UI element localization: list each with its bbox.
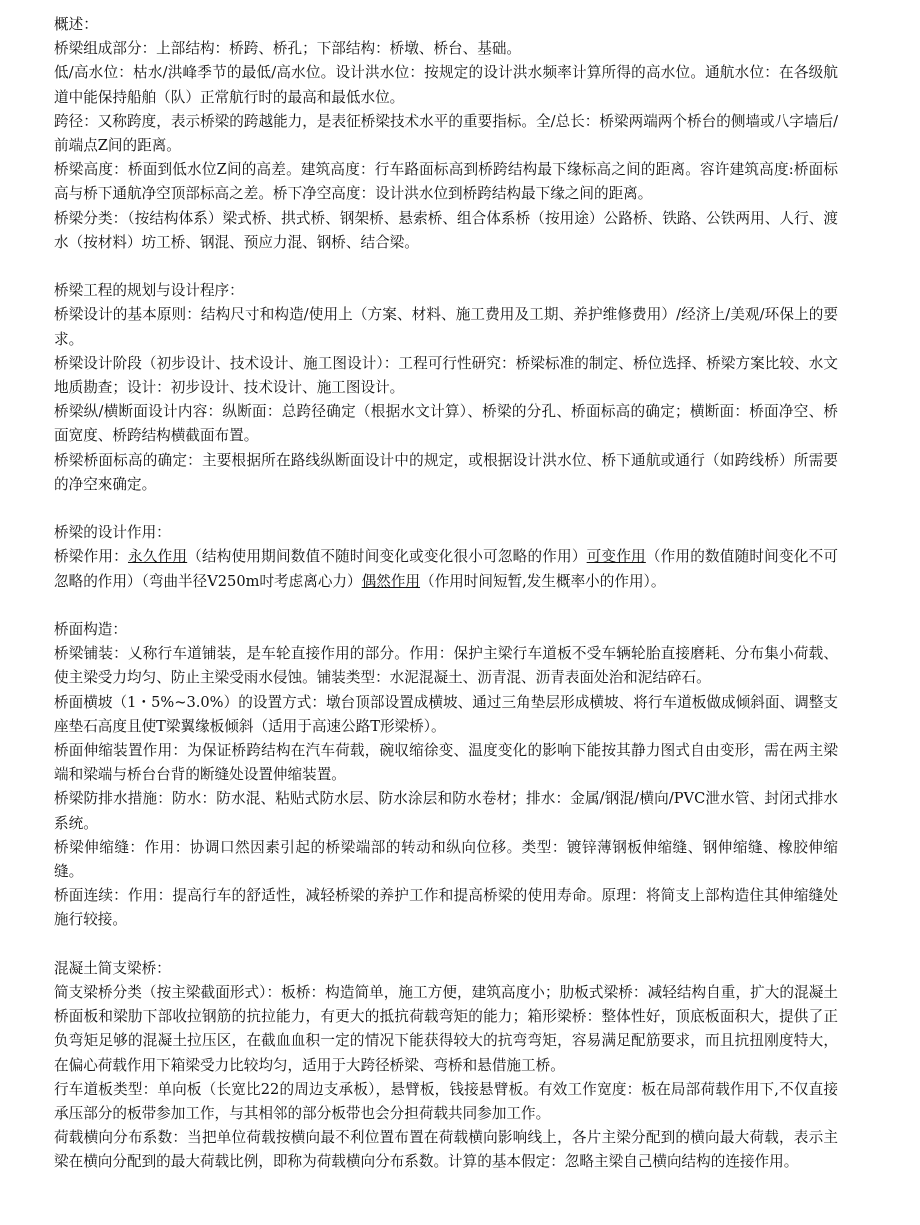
paragraph: 桥面连续：作用：提高行车的舒适性，减轻桥梁的养护工作和提高桥梁的使用寿命。原理：将简支上部构造住其伸缩缝处施行较接。 xyxy=(54,887,838,929)
paragraph: 桥梁设计阶段（初步设计、技术设计、施工图设计）：工程可行性研究：桥梁标准的制定、桥位选择、桥梁方案比较、水文地质勘查；设计：初步设计、技术设计、施工图设计。 xyxy=(54,354,838,397)
paragraph: 桥梁伸缩缝：作用：协调口然因素引起的桥梁端部的转动和纵向位移。类型：镀锌薄钢板伸缩缝、钢伸缩缝、橡胶伸缩缝。 xyxy=(54,838,838,881)
section-heading-simply-supported: 混凝土简支梁桥： xyxy=(54,959,171,977)
paragraph: 桥梁设计的基本原则：结构尺寸和构造/使用上（方案、材料、施工费用及工期、养护维修费用）/经济上/美观/环保上的要求。 xyxy=(54,306,838,348)
document-page xyxy=(54,13,838,1175)
paragraph: 简支梁桥分类（按主梁截面形式）：板桥：构造简单，施工方便，建筑高度小；肋板式梁桥：减轻结构自重，扩大的混凝土桥面板和梁肋下部收拉钢筋的抗拉能力，有更大的抵抗荷载弯矩的能力；箱形梁桥：整体性好，顶底板面积大，提供了正负弯矩足够的混凝土拉压区，在截血血积一定的情况下能获得较大的抗弯弯矩，容易满足配筋要求，而且抗扭刚度特大，在偏心荷载作用下箱梁受力比较均匀，适用于大跨径桥梁、弯桥和悬借施工桥。 xyxy=(54,984,838,1074)
paragraph: 桥面横坡（1・5%~3.0%）的设置方式：墩台顶部设置成横坡、通过三角垫层形成横坡、将行车道板做成倾斜面、调整支座垫石高度且使T梁翼缘板倾斜（适用于高速公路T形梁桥）。 xyxy=(54,693,838,735)
accidental-action-term: 偶然作用 xyxy=(361,572,421,590)
permanent-action-desc: （结构使用期间数值不随时间变化或变化很小可忽略的作用） xyxy=(187,548,587,566)
paragraph: 桥梁纵/横断面设计内容：纵断面：总跨径确定（根据水文计算）、桥梁的分孔、桥面标高的确定；横断面：桥面净空、桥面宽度、桥跨结构横截面布置。 xyxy=(54,403,838,445)
paragraph: 桥梁组成部分：上部结构：桥跨、桥孔；下部结构：桥墩、桥台、基础。 xyxy=(54,40,522,58)
section-heading-overview: 概述： xyxy=(54,16,98,33)
section-spacer xyxy=(54,497,838,521)
variable-action-term: 可变作用 xyxy=(586,548,646,566)
paragraph: 桥梁铺装：乂称行车道铺装，是车轮直接作用的部分。作用：保护主梁行车道板不受车辆轮胎直接磨耗、分布集小荷载、使主梁受力均匀、防止主梁受雨水侵蚀。铺装类型：水泥混凝土、沥青混、沥青表面处治和泥结碎石。 xyxy=(54,645,838,687)
section-heading-design-action: 桥梁的设计作用： xyxy=(54,524,171,542)
paragraph: 桥梁高度：桥面到低水位Z间的高差。建筑高度：行车路面标高到桥跨结构最下缘标高之间的距离。容许建筑高度:桥面标高与桥下通航净空顶部标高之差。桥下净空高度：设计洪水位到桥跨结构最下缘之间的距离。 xyxy=(54,161,838,203)
section-spacer xyxy=(54,594,838,618)
accidental-action-desc: （作用时间短暂,发生概率小的作用）。 xyxy=(420,572,666,590)
permanent-action-term: 永久作用 xyxy=(127,548,188,566)
paragraph: 低/高水位：枯水/洪峰季节的最低/高水位。设计洪水位：按规定的设计洪水频率计算所得的高水位。通航水位：在各级航道中能保持船舶（队）正常航行时的最高和最低水位。 xyxy=(54,64,838,106)
section-spacer xyxy=(54,933,838,957)
paragraph: 桥梁分类：（按结构体系）梁式桥、拱式桥、钢架桥、悬索桥、组合体系桥（按用途）公路桥、铁路、公铁两用、人行、渡水（按材料）坊工桥、钢混、预应力混、钢桥、结合梁。 xyxy=(54,209,838,251)
variable-action-desc: （作用的数值随时间变化不可忽略的作用）（弯曲半径V250m吋考虑离心力） xyxy=(54,548,838,590)
paragraph: 桥梁防排水措施：防水：防水混、粘贴式防水层、防水涂层和防水卷材；排水：金属/钢混/横向/PVC泄水管、封闭式排水系统。 xyxy=(54,790,838,832)
section-spacer xyxy=(54,255,838,279)
paragraph: 桥面伸缩装置作用：为保证桥跨结构在汽车荷载，碗収缩徐变、温度变化的影响下能按其静力图式自由变形，需在两主梁端和梁端与桥台台背的断缝处设置伸缩装置。 xyxy=(54,742,838,784)
paragraph-design-action xyxy=(54,545,838,593)
paragraph: 行车道板类型：单向板（长宽比22的周边支承板），悬臂板，钱接悬臂板。有效工作宽度：板在局部荷载作用下,不仅直接承压部分的板带参加工作，与其相邻的部分板带也会分担荷载共同参加工作。 xyxy=(54,1080,838,1123)
paragraph: 荷载横向分布系数：当把单位荷载按横向最不利位置布置在荷载横向影响线上，各片主梁分配到的横向最大荷载，表示主梁在横向分配到的最大荷载比例，即称为荷载横向分布系数。计算的基本假定：忽略主梁自己横向结构的连接作用。 xyxy=(54,1129,838,1171)
section-heading-planning: 桥梁工程的规划与设计程序： xyxy=(54,282,244,300)
paragraph: 桥梁桥面标高的确定：主要根据所在路线纵断面设计中的规定，或根据设计洪水位、桥下通航或通行（如跨线桥）所需要的净空來确定。 xyxy=(54,451,838,493)
design-action-prefix: 桥梁作用： xyxy=(54,548,128,566)
section-heading-deck: 桥面构造： xyxy=(54,621,127,639)
paragraph: 跨径：又称跨度，表示桥梁的跨越能力，是表征桥梁技术水平的重要指标。全/总长：桥梁两端两个桥台的侧墙或八字墙后/前端点Z间的距离。 xyxy=(54,112,838,155)
